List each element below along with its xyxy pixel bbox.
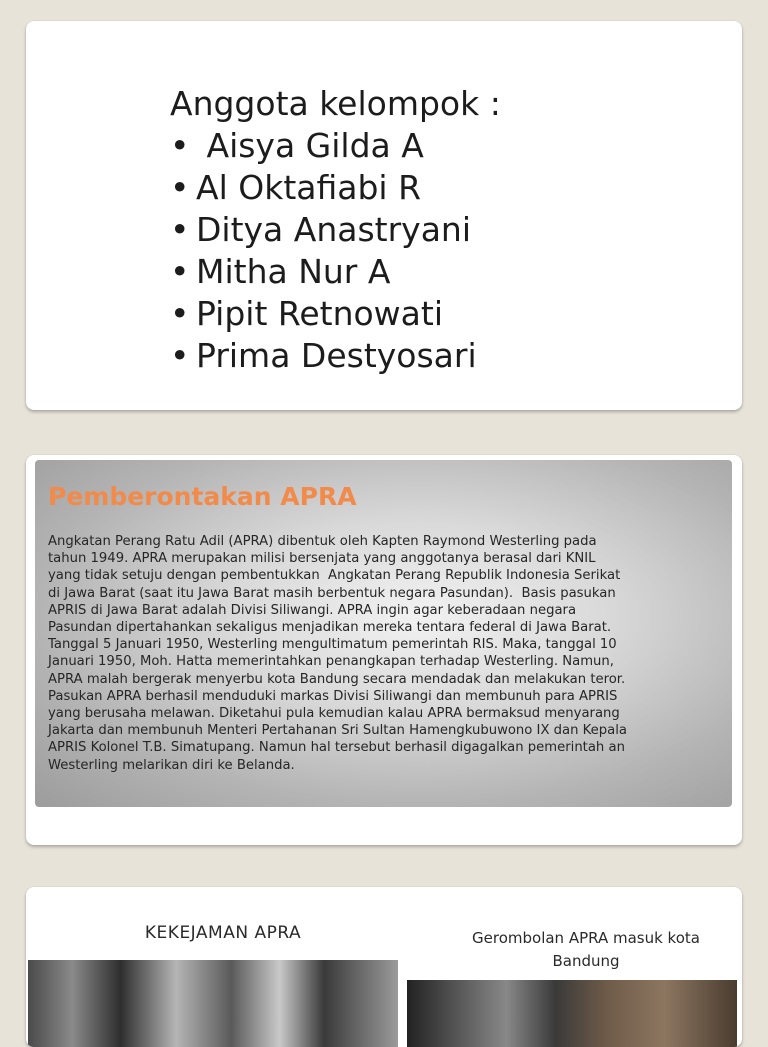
body-line: Westerling melarikan diri ke Belanda.	[48, 757, 295, 773]
member-item	[170, 167, 501, 209]
photo-gerombolan	[407, 980, 737, 1047]
body-line: yang berusaha melawan. Diketahui pula kemudian kalau APRA bermaksud menyarang	[48, 706, 620, 722]
member-item	[170, 293, 501, 335]
photo-kekejaman	[28, 960, 398, 1047]
body-line: APRA malah bergerak menyerbu kota Bandung secara mendadak dan melakukan teror.	[48, 671, 626, 687]
body-line: tahun 1949. APRA merupakan milisi bersenjata yang anggotanya berasal dari KNIL	[48, 551, 596, 567]
apra-content-box	[35, 460, 732, 807]
caption-line: Gerombolan APRA masuk kota	[472, 929, 700, 947]
body-line: Pasundan dipertahankan sekaligus menjadikan mereka tentara federal di Jawa Barat.	[48, 620, 612, 636]
member-name: Pipit Retnowati	[196, 294, 444, 333]
slide-apra	[26, 455, 742, 845]
body-line: Tanggal 5 Januari 1950, Westerling mengultimatum pemerintah RIS. Maka, tanggal 10	[48, 637, 617, 653]
body-line: Pasukan APRA berhasil menduduki markas Divisi Siliwangi dan membunuh para APRIS	[48, 688, 618, 704]
apra-heading: Pemberontakan APRA	[48, 482, 357, 511]
member-item	[170, 335, 501, 377]
member-name: Ditya Anastryani	[196, 210, 472, 249]
member-name: Aisya Gilda A	[196, 126, 424, 165]
apra-body	[48, 533, 724, 774]
body-line: Jakarta dan membunuh Menteri Pertahanan Sri Sultan Hamengkubuwono IX dan Kepala	[48, 723, 627, 739]
caption-gerombolan	[446, 927, 726, 973]
bullet-icon: •	[170, 294, 190, 333]
body-line: yang tidak setuju dengan pembentukkan Angkatan Perang Republik Indonesia Serikat	[48, 568, 621, 584]
bullet-icon: •	[170, 126, 190, 165]
member-item	[170, 251, 501, 293]
member-name: Prima Destyosari	[196, 336, 477, 375]
member-item	[170, 125, 501, 167]
body-line: di Jawa Barat (saat itu Jawa Barat masih berbentuk negara Pasundan). Basis pasukan	[48, 585, 616, 601]
body-line: APRIS di Jawa Barat adalah Divisi Siliwangi. APRA ingin agar keberadaan negara	[48, 602, 577, 618]
slide-photos	[26, 887, 742, 1047]
caption-kekejaman: KEKEJAMAN APRA	[144, 923, 302, 943]
slide-members	[26, 21, 742, 410]
members-title: Anggota kelompok :	[170, 84, 501, 123]
bullet-icon: •	[170, 336, 190, 375]
member-name: Al Oktafiabi R	[196, 168, 422, 207]
member-name: Mitha Nur A	[196, 252, 391, 291]
caption-line: Bandung	[552, 952, 620, 970]
bullet-icon: •	[170, 252, 190, 291]
body-line: APRIS Kolonel T.B. Simatupang. Namun hal tersebut berhasil digagalkan pemerintah an	[48, 740, 625, 756]
body-line: Januari 1950, Moh. Hatta memerintahkan penangkapan terhadap Westerling. Namun,	[48, 654, 614, 670]
member-list	[170, 83, 501, 377]
body-line: Angkatan Perang Ratu Adil (APRA) dibentuk oleh Kapten Raymond Westerling pada	[48, 534, 597, 549]
bullet-icon: •	[170, 210, 190, 249]
member-item	[170, 209, 501, 251]
bullet-icon: •	[170, 168, 190, 207]
